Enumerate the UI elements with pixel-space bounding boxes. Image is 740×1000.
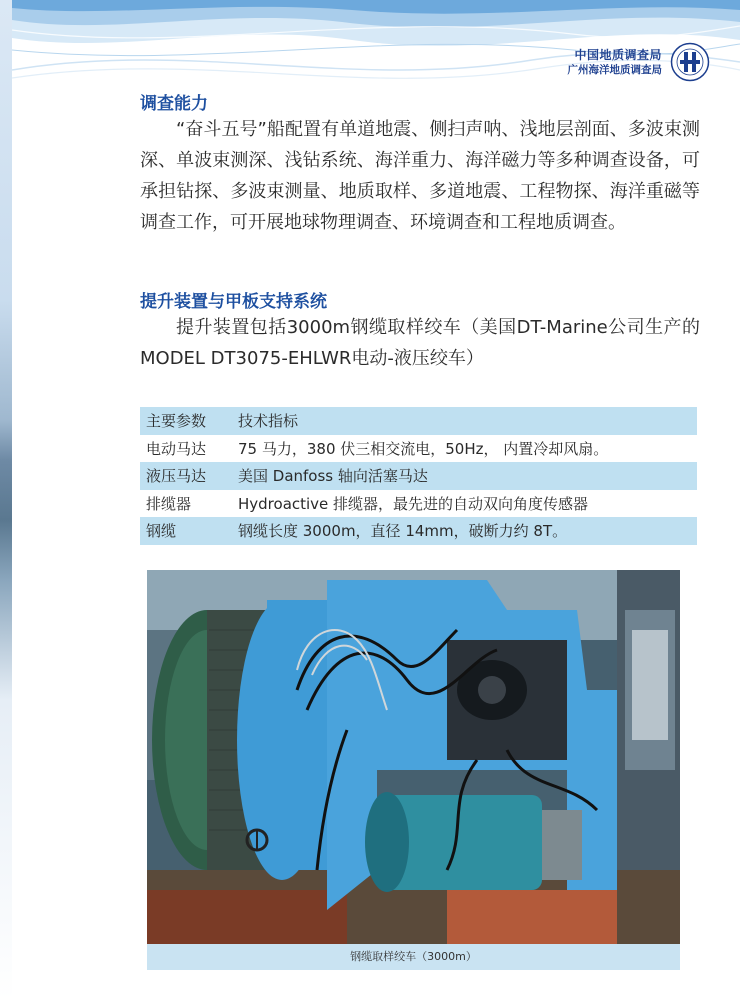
photo-caption: 钢缆取样绞车（3000m） [350, 950, 477, 963]
cgs-emblem-icon [670, 42, 710, 82]
table-cell-param: 排缆器 [146, 494, 192, 513]
table-row [140, 517, 697, 545]
table-row [140, 462, 697, 490]
table-cell-spec: 技术指标 [232, 407, 697, 435]
winch-spec-table [140, 407, 697, 545]
table-cell-param: 电动马达 [146, 439, 207, 458]
lifting-system-paragraph: 提升装置包括3000m钢缆取样绞车（美国DT-Marine公司生产的MODEL DT3075-EHLWR电动-液压绞车） [140, 317, 700, 369]
winch-photo [147, 570, 680, 944]
table-cell-param: 主要参数 [140, 407, 232, 435]
section-title-survey-capability: 调查能力 [140, 94, 208, 114]
table-cell-spec: 美国 Danfoss 轴向活塞马达 [232, 462, 697, 490]
header-logo [568, 42, 711, 82]
table-cell-param: 液压马达 [140, 462, 232, 490]
photo-caption-bar [147, 944, 680, 970]
table-cell-spec: 75 马力，380 伏三相交流电，50Hz， 内置冷却风扇。 [238, 439, 609, 458]
section-title-lifting-system: 提升装置与甲板支持系统 [140, 292, 327, 312]
table-cell-spec: 钢缆长度 3000m，直径 14mm，破断力约 8T。 [232, 517, 697, 545]
table-row [140, 435, 697, 463]
org-name-primary: 中国地质调查局 [574, 47, 662, 62]
table-cell-spec: Hydroactive 排缆器，最先进的自动双向角度传感器 [238, 494, 589, 513]
left-decorative-strip [0, 0, 12, 1000]
survey-capability-paragraph: “奋斗五号”船配置有单道地震、侧扫声呐、浅地层剖面、多波束测深、单波束测深、浅钻系统、海洋重力、海洋磁力等多种调查设备，可承担钻探、多波束测量、地质取样、多道地震、工程物探、海洋重磁等调查工作，可开展地球物理调查、环境调查和工程地质调查。 [140, 119, 700, 233]
table-cell-param: 钢缆 [140, 517, 232, 545]
table-row [140, 490, 697, 518]
org-name-secondary: 广州海洋地质调查局 [567, 63, 662, 76]
header-org-text [568, 48, 663, 77]
table-header-row [140, 407, 697, 435]
